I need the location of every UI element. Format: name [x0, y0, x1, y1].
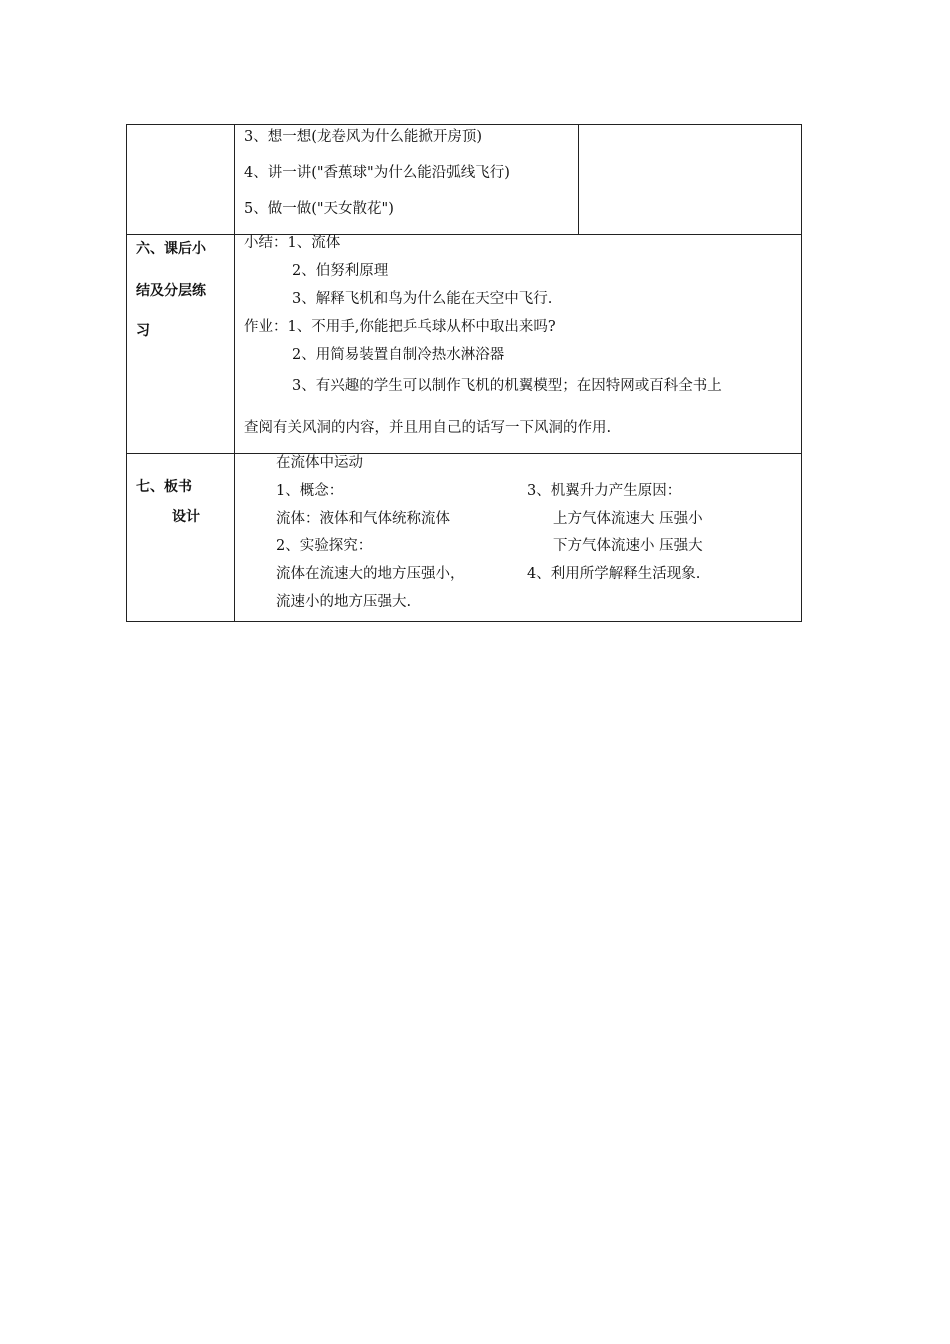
summary-line-2: 2、伯努利原理	[292, 263, 389, 279]
summary-line-3: 3、解释飞机和鸟为什么能在天空中飞行.	[292, 291, 553, 307]
board-left-line-1: 1、概念：	[276, 483, 344, 499]
homework-line-1: 作业：1、不用手,你能把乒乓球从杯中取出来吗?	[244, 319, 556, 335]
board-title: 在流体中运动	[276, 455, 363, 471]
homework-line-4: 查阅有关风洞的内容，并且用自己的话写一下风洞的作用.	[244, 420, 612, 436]
summary-line-1: 小结：1、流体	[244, 235, 341, 251]
board-right-line-2: 上方气体流速大 压强小	[553, 511, 703, 527]
board-right-line-1: 3、机翼升力产生原因：	[527, 483, 682, 499]
board-left-line-3: 2、实验探究：	[276, 538, 373, 554]
board-right-line-3: 下方气体流速小 压强大	[553, 538, 703, 554]
column-divider-notes	[578, 124, 579, 235]
row-six-label-line-3: 习	[136, 323, 150, 339]
activity-item-explain: 4、讲一讲("香蕉球"为什么能沿弧线飞行)	[244, 165, 510, 181]
activity-item-do: 5、做一做("天女散花")	[244, 201, 394, 217]
homework-line-3: 3、有兴趣的学生可以制作飞机的机翼模型；在因特网或百科全书上	[292, 378, 722, 394]
row-divider-1	[126, 234, 802, 235]
row-divider-2	[126, 453, 802, 454]
board-left-line-5: 流速小的地方压强大.	[276, 594, 412, 610]
board-right-line-4: 4、利用所学解释生活现象.	[527, 566, 701, 582]
board-left-line-2: 流体：液体和气体统称流体	[276, 511, 450, 527]
row-seven-label-line-2: 设计	[172, 509, 200, 525]
homework-line-2: 2、用简易装置自制冷热水淋浴器	[292, 347, 505, 363]
row-six-label-line-1: 六、课后小	[136, 241, 206, 257]
activity-item-think: 3、想一想(龙卷风为什么能掀开房顶)	[244, 129, 483, 145]
row-six-label-line-2: 结及分层练	[136, 283, 206, 299]
column-divider-label	[234, 124, 235, 622]
row-seven-label-line-1: 七、板书	[136, 479, 192, 495]
board-left-line-4: 流体在流速大的地方压强小，	[276, 566, 465, 582]
